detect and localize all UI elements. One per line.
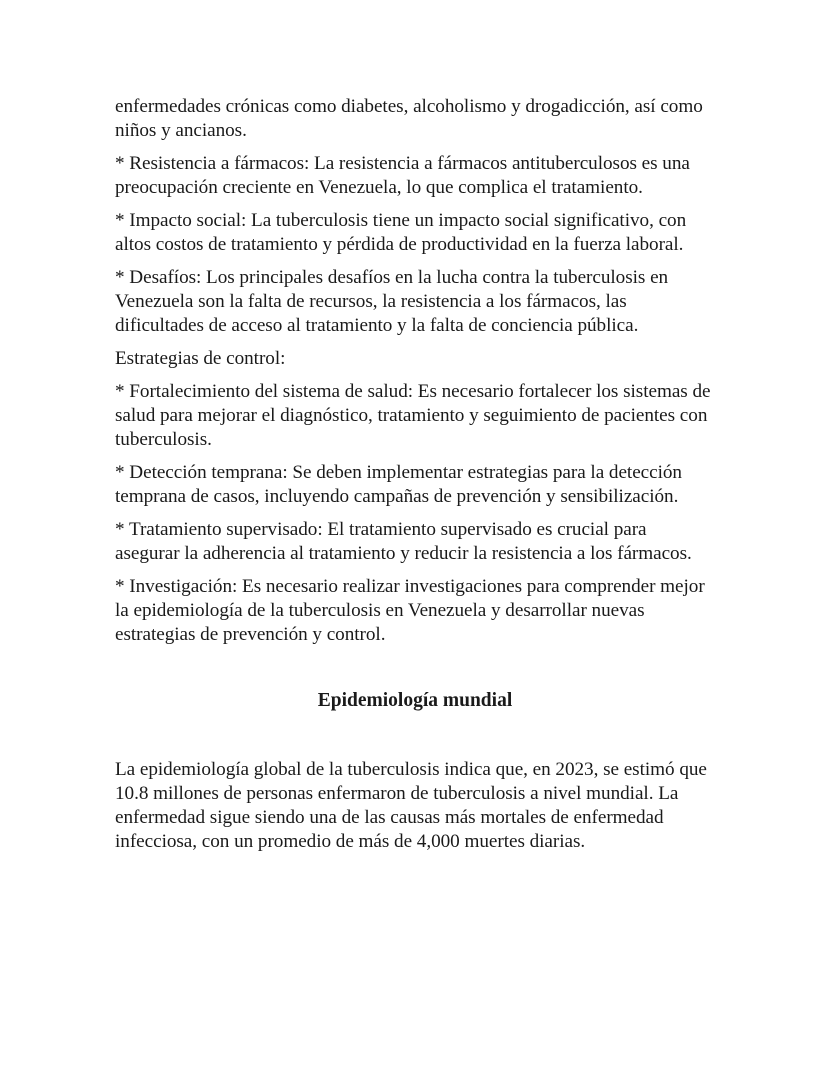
paragraph-drug-resistance: * Resistencia a fármacos: La resistencia a fármacos antituberculosos es una preocupación creciente en Venezuela, lo que complica el tratamiento. <box>115 153 690 198</box>
page-content <box>115 95 715 863</box>
section-heading: Epidemiología mundial <box>317 690 513 711</box>
paragraph-health-system: * Fortalecimiento del sistema de salud: Es necesario fortalecer los sistemas de salud para mejorar el diagnóstico, tratamiento y seguimiento de pacientes con tuberculosis. <box>115 381 711 450</box>
paragraph-early-detection: * Detección temprana: Se deben implementar estrategias para la detección temprana de casos, incluyendo campañas de prevención y sensibilización. <box>115 462 682 507</box>
paragraph-continuation: enfermedades crónicas como diabetes, alcoholismo y drogadicción, así como niños y ancianos. <box>115 96 703 141</box>
paragraph-research: * Investigación: Es necesario realizar investigaciones para comprender mejor la epidemiología de la tuberculosis en Venezuela y desarrollar nuevas estrategias de prevención y control. <box>115 576 705 645</box>
paragraph-challenges: * Desafíos: Los principales desafíos en la lucha contra la tuberculosis en Venezuela son la falta de recursos, la resistencia a los fármacos, las dificultades de acceso al tratamiento y la falta de conciencia pública. <box>115 267 669 336</box>
paragraph-social-impact: * Impacto social: La tuberculosis tiene un impacto social significativo, con altos costos de tratamiento y pérdida de productividad en la fuerza laboral. <box>115 210 687 255</box>
paragraph-global-epidemiology: La epidemiología global de la tuberculosis indica que, en 2023, se estimó que 10.8 millones de personas enfermaron de tuberculosis a nivel mundial. La enfermedad sigue siendo una de las causas más mortales de enfermedad infecciosa, con un promedio de más de 4,000 muertes diarias. <box>115 759 707 852</box>
paragraph-supervised-treatment: * Tratamiento supervisado: El tratamiento supervisado es crucial para asegurar la adherencia al tratamiento y reducir la resistencia a los fármacos. <box>115 519 692 564</box>
paragraph-control-strategies-label: Estrategias de control: <box>115 348 286 369</box>
